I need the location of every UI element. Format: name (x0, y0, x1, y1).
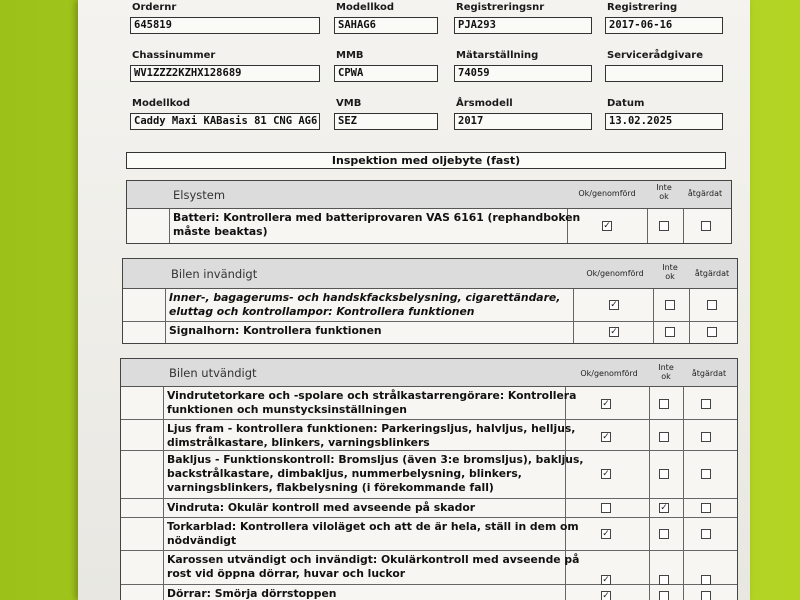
checkbox-atgardat[interactable] (701, 591, 711, 600)
field-value-registreringsnr: PJA293 (454, 17, 592, 34)
field-value-matarstallning: 74059 (454, 65, 592, 82)
row-text: Vindrutetorkare och -spolare och strålkastarrengörare: Kontrollera funktionen och munstycksinställningen (167, 389, 577, 416)
field-label-registrering: Registrering (607, 2, 678, 13)
checkbox-inte-ok[interactable] (659, 529, 669, 539)
checkbox-ok[interactable] (601, 503, 611, 513)
table-row (121, 551, 737, 585)
table-row (121, 387, 737, 420)
checkbox-atgardat[interactable] (707, 327, 717, 337)
table-row (121, 585, 737, 600)
table-row (123, 289, 737, 322)
field-value-modellkod-2: Caddy Maxi KABasis 81 CNG AG6 (130, 113, 320, 130)
field-value-registrering: 2017-06-16 (605, 17, 723, 34)
checkbox-ok[interactable]: ✓ (602, 399, 610, 409)
checkbox-atgardat[interactable] (701, 399, 711, 409)
checkbox-atgardat[interactable] (701, 503, 711, 513)
col-header-inte-ok: Inte ok (656, 183, 672, 201)
field-label-matarstallning: Mätarställning (456, 50, 539, 61)
field-label-registreringsnr: Registreringsnr (456, 2, 545, 13)
field-label-ordernr: Ordernr (132, 2, 177, 13)
field-label-datum: Datum (607, 98, 645, 109)
service-protocol-page (78, 0, 750, 600)
field-label-chassinummer: Chassinummer (132, 50, 216, 61)
field-label-modellkod: Modellkod (336, 2, 395, 13)
checkbox-ok[interactable]: ✓ (603, 221, 611, 231)
checkbox-ok[interactable]: ✓ (602, 469, 610, 479)
col-header-inte-ok: Inte ok (662, 263, 678, 281)
checkbox-inte-ok[interactable] (659, 591, 669, 600)
table-row (121, 451, 737, 499)
row-text: Inner-, bagagerums- och handskfacksbelysning, cigarettändare, eluttag och kontrollampor: Kontrollera funktionen (169, 291, 561, 318)
field-label-arsmodell: Årsmodell (456, 98, 513, 109)
row-text: Bakljus - Funktionskontroll: Bromsljus (även 3:e bromsljus), bakljus, backstrålkastare, dimbakljus, nummerbelysning, blinkers, varningsblinkers, flakbelysning (i förekommande fall) (167, 453, 584, 494)
field-value-ordernr: 645819 (130, 17, 320, 34)
checkbox-atgardat[interactable] (701, 575, 711, 585)
col-header-atgardat: åtgärdat (691, 369, 727, 378)
col-header-ok: Ok/genomförd (580, 369, 638, 378)
section-title: Bilen invändigt (171, 267, 258, 281)
row-text: Batteri: Kontrollera med batteriprovaren VAS 6161 (rephandboken måste beaktas) (173, 211, 581, 238)
section-header (123, 259, 737, 289)
section-bilen-invandigt (122, 258, 738, 344)
table-row (121, 518, 737, 551)
col-header-atgardat: åtgärdat (687, 189, 723, 198)
table-row (127, 209, 731, 243)
field-value-chassinummer: WV1ZZZ2KZHX128689 (130, 65, 320, 82)
table-row (121, 420, 737, 451)
checkbox-inte-ok[interactable]: ✓ (660, 503, 668, 513)
checkbox-ok[interactable]: ✓ (610, 300, 618, 310)
field-value-arsmodell: 2017 (454, 113, 592, 130)
section-header (121, 359, 737, 387)
checkbox-inte-ok[interactable] (659, 432, 669, 442)
checkbox-inte-ok[interactable] (665, 327, 675, 337)
row-text: Ljus fram - kontrollera funktionen: Parkeringsljus, halvljus, helljus, dimstrålkastare, blinkers, varningsblinkers (167, 422, 576, 449)
checkbox-atgardat[interactable] (707, 300, 717, 310)
checkbox-atgardat[interactable] (701, 221, 711, 231)
col-header-ok: Ok/genomförd (578, 189, 636, 198)
row-text: Karossen utvändigt och invändigt: Okulärkontroll med avseende på rost vid öppna dörrar, huvar och luckor (167, 553, 580, 580)
field-value-vmb: SEZ (334, 113, 438, 130)
checkbox-ok[interactable]: ✓ (602, 432, 610, 442)
row-text: Torkarblad: Kontrollera viloläget och att de är hela, ställ in dem om nödvändigt (167, 520, 579, 547)
table-row (123, 322, 737, 343)
checkbox-inte-ok[interactable] (665, 300, 675, 310)
section-title: Elsystem (173, 188, 226, 202)
inspection-title: Inspektion med oljebyte (fast) (126, 152, 726, 169)
table-row (121, 499, 737, 518)
checkbox-inte-ok[interactable] (659, 469, 669, 479)
field-value-mmb: CPWA (334, 65, 438, 82)
row-text: Signalhorn: Kontrollera funktionen (169, 324, 382, 337)
checkbox-ok[interactable]: ✓ (602, 529, 610, 539)
checkbox-inte-ok[interactable] (659, 575, 669, 585)
field-label-servicaradgivare: Servicerådgivare (607, 50, 703, 61)
col-header-ok: Ok/genomförd (586, 269, 644, 278)
checkbox-atgardat[interactable] (701, 432, 711, 442)
col-header-inte-ok: Inte ok (658, 363, 674, 381)
field-label-vmb: VMB (336, 98, 362, 109)
row-text: Dörrar: Smörja dörrstoppen (167, 587, 337, 600)
col-header-atgardat: åtgärdat (694, 269, 730, 278)
field-value-modellkod: SAHAG6 (334, 17, 438, 34)
section-bilen-utvandigt (120, 358, 738, 600)
checkbox-atgardat[interactable] (701, 529, 711, 539)
field-label-mmb: MMB (336, 50, 364, 61)
section-header (127, 181, 731, 209)
field-value-servicaradgivare (605, 65, 723, 82)
section-title: Bilen utvändigt (169, 366, 257, 380)
checkbox-inte-ok[interactable] (659, 399, 669, 409)
row-text: Vindruta: Okulär kontroll med avseende på skador (167, 501, 476, 514)
checkbox-inte-ok[interactable] (659, 221, 669, 231)
field-value-datum: 13.02.2025 (605, 113, 723, 130)
checkbox-ok[interactable]: ✓ (602, 575, 610, 585)
checkbox-atgardat[interactable] (701, 469, 711, 479)
section-elsystem (126, 180, 732, 244)
checkbox-ok[interactable]: ✓ (602, 591, 610, 600)
field-label-modellkod-2: Modellkod (132, 98, 191, 109)
checkbox-ok[interactable]: ✓ (610, 327, 618, 337)
